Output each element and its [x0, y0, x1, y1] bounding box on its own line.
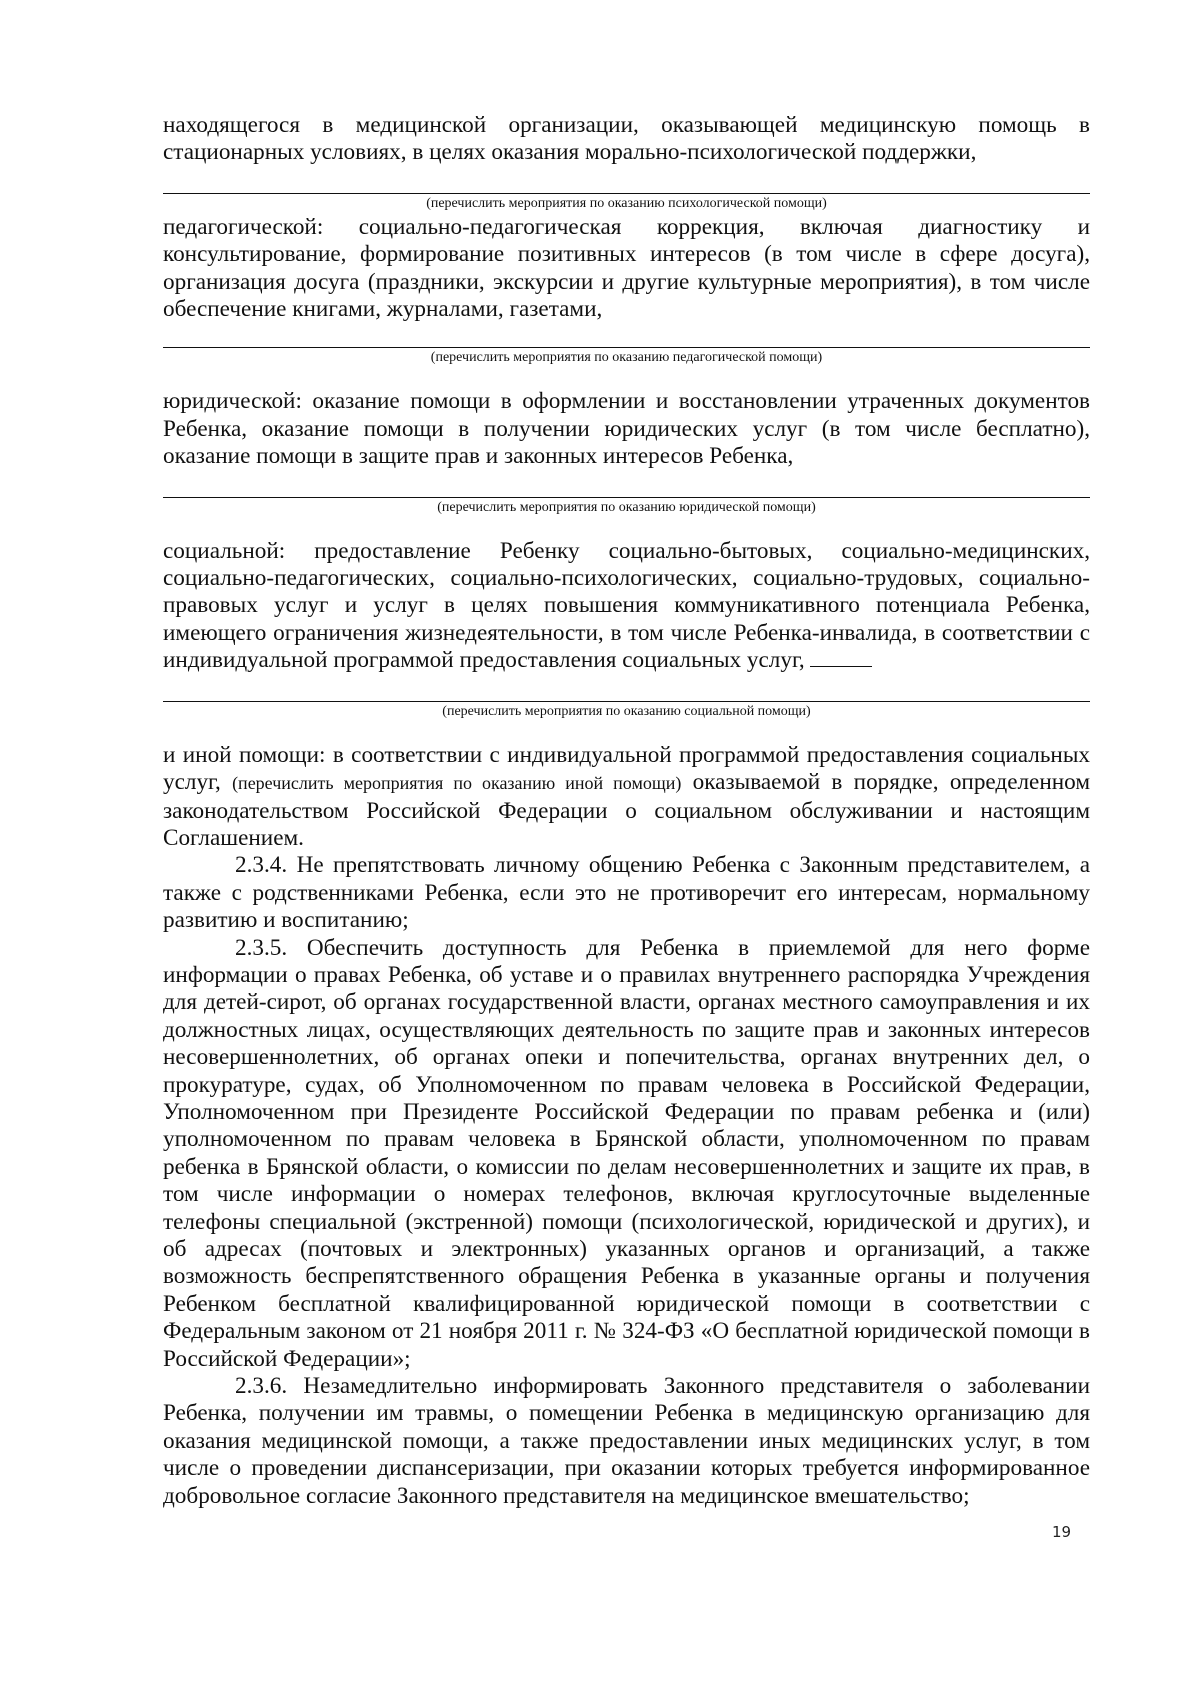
paragraph-psychological-intro: находящегося в медицинской организации, оказывающей медицинскую помощь в стационарных условиях, в целях оказания морально-психологической поддержки,	[163, 112, 1090, 166]
fill-line	[163, 193, 1090, 194]
paragraph-other-help	[163, 742, 1090, 853]
blank-underline	[810, 648, 872, 667]
document-page	[163, 112, 1090, 1510]
caption-psychological: (перечислить мероприятия по оказанию психологической помощи)	[426, 195, 827, 211]
paragraph-2-3-4: 2.3.4. Не препятствовать личному общению Ребенка с Законным представителем, а также с родственниками Ребенка, если это не противоречит его интересам, нормальному развитию и воспитанию;	[163, 852, 1090, 934]
paragraph-2-3-5: 2.3.5. Обеспечить доступность для Ребенка в приемлемой для него форме информации о правах Ребенка, об уставе и о правилах внутреннего распорядка Учреждения для детей-сирот, об органах государственной власти, органах местного самоуправления и их должностных лицах, осуществляющих деятельность по защите прав и законных интересов несовершеннолетних, об органах опеки и попечительства, органах внутренних дел, о прокуратуре, судах, об Уполномоченном по правам человека в Российской Федерации, Уполномоченном при Президенте Российской Федерации по правам ребенка и (или) уполномоченном по правам человека в Брянской области, уполномоченном по правам ребенка в Брянской области, о комиссии по делам несовершеннолетних и защите их прав, в том числе информации о номерах телефонов, включая круглосуточные выделенные телефоны специальной (экстренной) помощи (психологической, юридической и других), и об адресах (почтовых и электронных) указанных органов и организаций, а также возможность беспрепятственного обращения Ребенка в указанные органы и получения Ребенком бесплатной квалифицированной юридической помощи в соответствии с Федеральным законом от 21 ноября 2011 г. № 324-ФЗ «О бесплатной юридической помощи в Российской Федерации»;	[163, 934, 1090, 1372]
caption-pedagogical: (перечислить мероприятия по оказанию педагогической помощи)	[430, 350, 823, 366]
paragraph-2-3-6: 2.3.6. Незамедлительно информировать Законного представителя о заболевании Ребенка, получении им травмы, о помещении Ребенка в медицинскую организацию для оказания медицинской помощи, а также предоставлении иных медицинских услуг, в том числе о проведении диспансеризации, при оказании которых требуется информированное добровольное согласие Законного представителя на медицинское вмешательство;	[163, 1373, 1090, 1509]
fill-line	[163, 701, 1090, 702]
paragraph-pedagogical: педагогической: социально-педагогическая коррекция, включая диагностику и консультирование, формирование позитивных интересов (в том числе в сфере досуга), организация досуга (праздники, экскурсии и другие культурные мероприятия), в том числе обеспечение книгами, журналами, газетами,	[163, 213, 1090, 323]
fill-line-pedagogical	[163, 347, 1090, 366]
fill-line	[163, 347, 1090, 348]
paragraph-social	[163, 538, 1090, 675]
paragraph-other-inline-note: (перечислить мероприятия по оказанию иной помощи)	[232, 773, 682, 794]
paragraph-social-text: социальной: предоставление Ребенку социально-бытовых, социально-медицинских, социально-педагогических, социально-психологических, социально-трудовых, социально-правовых услуг и услуг в целях повышения коммуникативного потенциала Ребенка, имеющего ограничения жизнедеятельности, в том числе Ребенка-инвалида, в соответствии с индивидуальной программой предоставления социальных услуг,	[163, 537, 1090, 674]
paragraph-legal: юридической: оказание помощи в оформлении и восстановлении утраченных документов Ребенка, оказание помощи в получении юридических услуг (в том числе бесплатно), оказание помощи в защите прав и законных интересов Ребенка,	[163, 388, 1090, 470]
page-number: 19	[1052, 1523, 1072, 1541]
paragraph-other-end: оказываемой в порядке, определенном законодательством Российской Федерации о социальном обслуживании и настоящим Соглашением.	[163, 769, 1090, 851]
fill-line-psychological	[163, 193, 1090, 212]
fill-line	[163, 497, 1090, 498]
caption-legal: (перечислить мероприятия по оказанию юридической помощи)	[437, 499, 816, 515]
paragraph-other-start: и иной помощи: в соответствии с индивидуальной программой предоставления социальных услуг,	[163, 741, 1090, 796]
caption-social: (перечислить мероприятия по оказанию социальной помощи)	[442, 703, 811, 719]
fill-line-social	[163, 701, 1090, 720]
fill-line-legal	[163, 497, 1090, 516]
